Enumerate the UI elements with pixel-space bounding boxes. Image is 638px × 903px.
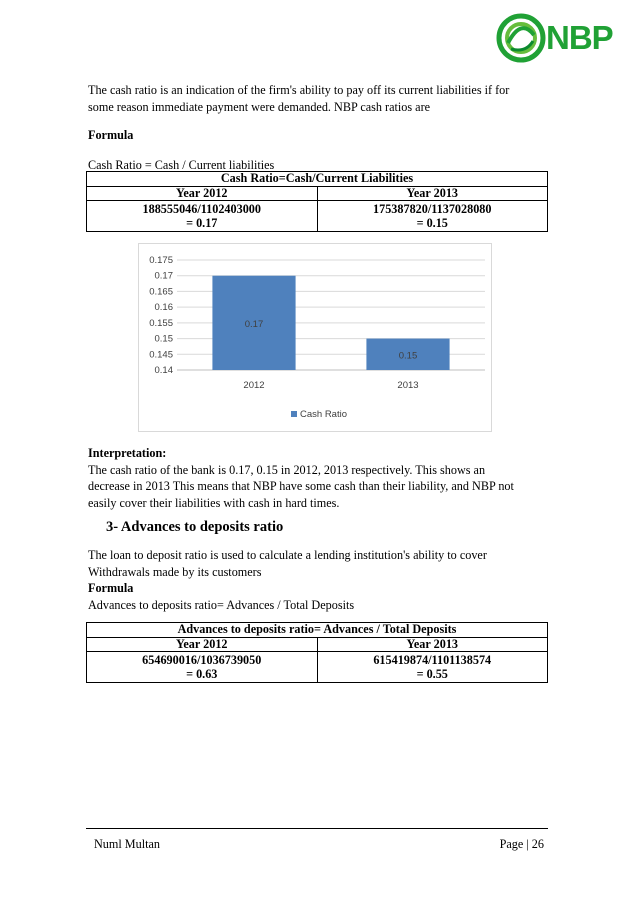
nbp-logo (496, 12, 636, 64)
section-line: Withdrawals made by its customers (88, 564, 262, 579)
intro-line: some reason immediate payment were demanded. NBP cash ratios are (88, 99, 431, 114)
cash-ratio-chart (138, 243, 492, 432)
nbp-emblem-icon (496, 13, 546, 63)
section-paragraph (88, 547, 558, 613)
page-number: Page | 26 (499, 837, 544, 851)
y-tick-label: 0.17 (154, 270, 173, 282)
intro-paragraph (88, 82, 558, 115)
table-header-2013: Year 2013 (317, 637, 548, 652)
legend-swatch (291, 411, 297, 417)
cash-ratio-table (86, 171, 548, 232)
result-value: = 0.63 (186, 667, 218, 681)
y-tick-label: 0.165 (149, 286, 173, 298)
legend-label: Cash Ratio (300, 409, 347, 420)
footer-left: Numl Multan (94, 837, 161, 851)
x-tick-label: 2012 (243, 380, 265, 391)
table-cell-2013 (317, 652, 548, 683)
table-cell-2013 (317, 201, 548, 232)
chart-svg (139, 244, 491, 431)
interpretation-block (88, 445, 558, 511)
section-line: The loan to deposit ratio is used to calculate a lending institution's ability to cover (88, 548, 487, 562)
footer-rule (86, 828, 548, 829)
y-tick-label: 0.14 (154, 365, 173, 376)
logo-text: NBP (546, 19, 613, 56)
y-tick-label: 0.155 (149, 317, 173, 329)
y-tick-label: 0.175 (149, 255, 173, 266)
interpretation-heading: Interpretation: (88, 446, 167, 460)
formula-heading: Formula (88, 128, 134, 142)
table-header-2012: Year 2012 (87, 637, 318, 652)
section-heading: 3- Advances to deposits ratio (106, 519, 284, 535)
table-cell-2012 (87, 652, 318, 683)
result-value: = 0.17 (186, 216, 218, 230)
formula-heading: Formula (88, 581, 134, 595)
interpretation-line: decrease in 2013 This means that NBP have some cash than their liability, and NBP not (88, 479, 514, 493)
formula-text: Cash Ratio = Cash / Current liabilities (88, 158, 275, 172)
interpretation-line: easily cover their liabilities with cash in hard times. (88, 495, 340, 510)
data-label: 0.17 (244, 318, 264, 330)
y-tick-label: 0.145 (149, 349, 173, 361)
intro-line: The cash ratio is an indication of the firm's ability to pay off its current liabilities if for (88, 83, 510, 97)
table-header-2012: Year 2012 (87, 186, 318, 201)
result-value: = 0.55 (416, 667, 448, 681)
table-title: Advances to deposits ratio= Advances / Total Deposits (87, 623, 548, 638)
interpretation-line: The cash ratio of the bank is 0.17, 0.15 in 2012, 2013 respectively. This shows an (88, 462, 486, 477)
y-tick-label: 0.16 (154, 302, 173, 314)
formula-text: Advances to deposits ratio= Advances / Total Deposits (88, 597, 355, 612)
calc-value: 188555046/1102403000 (142, 202, 261, 216)
calc-value: 615419874/1101138574 (373, 653, 492, 667)
x-tick-label: 2013 (397, 380, 419, 391)
table-title: Cash Ratio=Cash/Current Liabilities (87, 172, 548, 187)
advances-ratio-table (86, 622, 548, 683)
table-cell-2012 (87, 201, 318, 232)
data-label: 0.15 (398, 350, 418, 362)
calc-value: 654690016/1036739050 (142, 653, 262, 667)
result-value: = 0.15 (416, 216, 448, 230)
calc-value: 175387820/1137028080 (373, 202, 492, 216)
table-header-2013: Year 2013 (317, 186, 548, 201)
y-tick-label: 0.15 (154, 333, 173, 345)
